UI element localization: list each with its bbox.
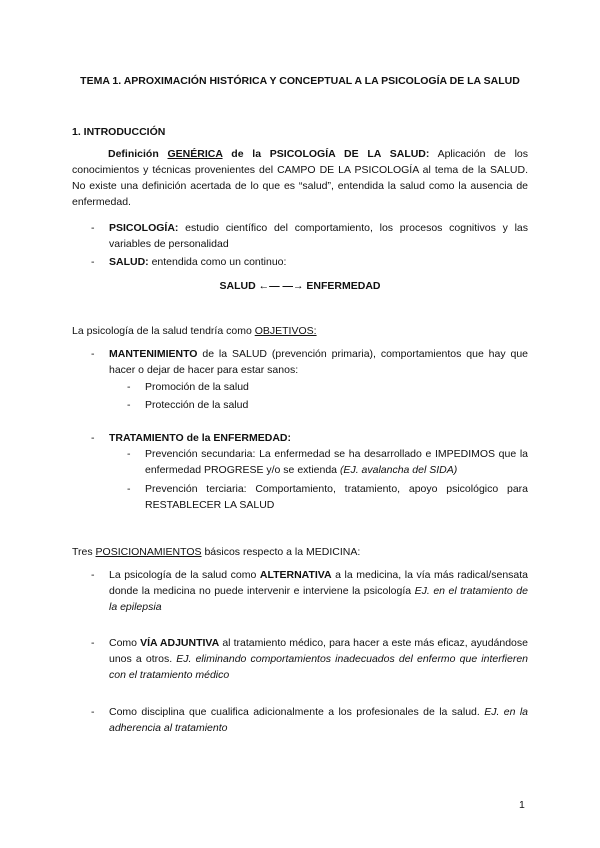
list-dash: -	[127, 399, 131, 411]
adjuntiva-text-a: Como	[109, 637, 141, 649]
list-item-salud	[91, 254, 528, 270]
document-title: TEMA 1. APROXIMACIÓN HISTÓRICA Y CONCEPTUAL A LA PSICOLOGÍA DE LA SALUD	[80, 75, 520, 87]
list-item-disciplina	[91, 704, 528, 736]
list-item-tratamiento	[91, 430, 528, 446]
list-dash: -	[127, 381, 131, 393]
secundaria-text: Prevención secundaria: La enfermedad se ha desarrollado e IMPEDIMOS que la enfermedad PROGRESE y/o se extienda	[145, 448, 528, 476]
list-dash: -	[91, 637, 95, 649]
alternativa-text-a: La psicología de la salud como	[109, 569, 260, 581]
disciplina-text: Como disciplina que cualifica adicionalmente a los profesionales de la salud.	[109, 706, 485, 718]
tratamiento-term: TRATAMIENTO de la ENFERMEDAD:	[109, 432, 292, 444]
adjuntiva-text-c: al tratamiento médico, para hacer a este más eficaz, ayudándose unos a otros.	[109, 637, 528, 665]
promocion-text: Promoción de la salud	[145, 381, 249, 393]
adjuntiva-term: VÍA ADJUNTIVA	[140, 637, 220, 649]
objetivos-intro-text: La psicología de la salud tendría como	[72, 325, 255, 337]
salud-text: entendida como un continuo:	[148, 256, 287, 268]
alternativa-example: EJ. en el tratamiento de la epilepsia	[109, 585, 528, 613]
list-dash: -	[91, 569, 95, 581]
list-item-alternativa	[91, 567, 528, 615]
def-generica: GENÉRICA	[167, 148, 223, 160]
def-text: Aplicación de los conocimientos y técnicas provenientes del CAMPO DE LA PSICOLOGÍA al tema de la SALUD. No existe una definición acertada de lo que es “salud”, entendida la salud como la ausencia de enfermedad.	[72, 148, 529, 208]
list-dash: -	[91, 256, 95, 268]
salud-enfermedad-continuum: SALUD ←— —→ ENFERMEDAD	[219, 280, 381, 292]
def-psicologia-salud: PSICOLOGÍA DE LA SALUD:	[269, 148, 430, 160]
list-item-promocion	[127, 379, 528, 395]
list-item-prevencion-secundaria	[127, 446, 528, 478]
posicionamientos-intro	[72, 544, 528, 560]
posicionamientos-intro-text: Tres	[72, 546, 96, 558]
page-number: 1	[519, 799, 525, 811]
list-dash: -	[91, 348, 95, 360]
alternativa-term: ALTERNATIVA	[259, 569, 332, 581]
psicologia-term: PSICOLOGÍA:	[109, 222, 179, 234]
proteccion-text: Protección de la salud	[145, 399, 249, 411]
list-item-prevencion-terciaria	[127, 481, 528, 513]
mantenimiento-text: de la SALUD (prevención primaria), comportamientos que hay que hacer o dejar de hacer para estar sanos:	[109, 348, 528, 376]
posicionamientos-rest: básicos respecto a la MEDICINA:	[201, 546, 361, 558]
definition-paragraph	[72, 146, 528, 210]
disciplina-example: EJ. en la adherencia al tratamiento	[109, 706, 528, 734]
terciaria-text: Prevención terciaria: Comportamiento, tratamiento, apoyo psicológico para RESTABLECER LA SALUD	[145, 483, 528, 511]
adjuntiva-example: EJ. eliminando comportamientos inadecuados del enfermo que interfieren con el tratamiento médico	[109, 653, 528, 681]
section-heading-introduccion: 1. INTRODUCCIÓN	[72, 126, 166, 138]
list-dash: -	[127, 483, 131, 495]
list-item-psicologia	[91, 220, 528, 252]
list-item-mantenimiento	[91, 346, 528, 378]
list-dash: -	[91, 706, 95, 718]
list-item-via-adjuntiva	[91, 635, 528, 683]
def-de-la: de la	[222, 148, 270, 160]
objetivos-term: OBJETIVOS:	[254, 325, 317, 337]
objetivos-intro	[72, 323, 528, 339]
list-item-proteccion	[127, 397, 528, 413]
list-dash: -	[91, 432, 95, 444]
secundaria-example: (EJ. avalancha del SIDA)	[339, 464, 458, 476]
mantenimiento-term: MANTENIMIENTO	[109, 348, 198, 360]
alternativa-text-c: a la medicina, la vía más radical/sensata donde la medicina no puede intervenir e interviene la psicología	[109, 569, 529, 597]
salud-term: SALUD:	[109, 256, 149, 268]
psicologia-text: estudio científico del comportamiento, los procesos cognitivos y las variables de personalidad	[109, 222, 528, 250]
posicionamientos-term: POSICIONAMIENTOS	[95, 546, 202, 558]
def-label: Definición	[108, 148, 168, 160]
list-dash: -	[91, 222, 95, 234]
list-dash: -	[127, 448, 131, 460]
